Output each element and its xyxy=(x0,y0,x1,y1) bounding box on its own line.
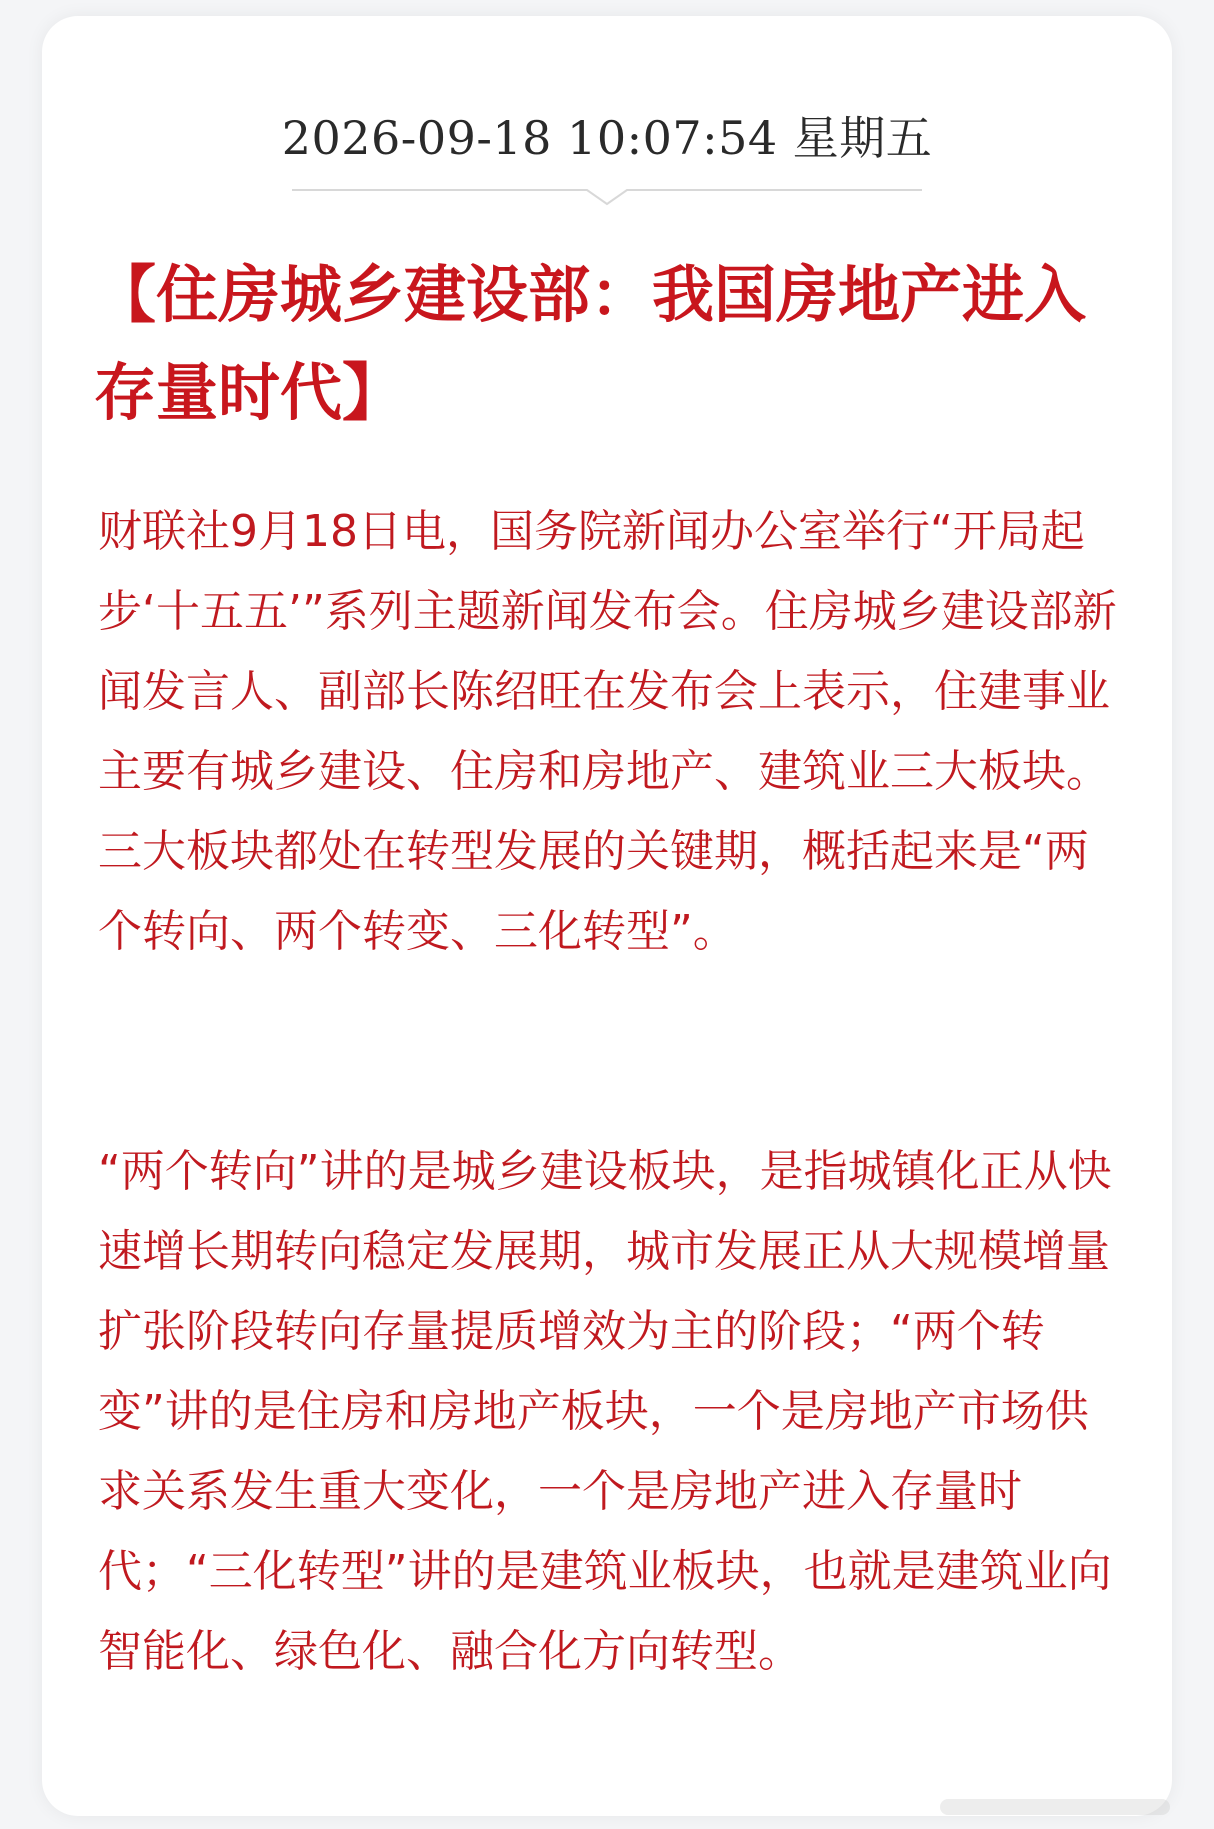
article-card xyxy=(42,16,1172,1816)
article-body xyxy=(98,492,1128,1692)
timestamp: 2026-09-18 10:07:54 星期五 xyxy=(281,111,933,165)
paragraph-1: 财联社9月18日电，国务院新闻办公室举行“开局起步‘十五五’”系列主题新闻发布会。住房城乡建设部新闻发言人、副部长陈绍旺在发布会上表示，住建事业主要有城乡建设、住房和房地产、建筑业三大板块。三大板块都处在转型发展的关键期，概括起来是“两个转向、两个转变、三化转型”。 xyxy=(98,506,1117,957)
watermark-logo-icon xyxy=(940,1795,1170,1819)
paragraph-2: “两个转向”讲的是城乡建设板块，是指城镇化正从快速增长期转向稳定发展期，城市发展正从大规模增量扩张阶段转向存量提质增效为主的阶段；“两个转变”讲的是住房和房地产板块，一个是房地产市场供求关系发生重大变化，一个是房地产进入存量时代；“三化转型”讲的是建筑业板块，也就是建筑业向智能化、绿色化、融合化方向转型。 xyxy=(98,1146,1112,1677)
headline: 【住房城乡建设部：我国房地产进入存量时代】 xyxy=(94,258,1087,429)
timestamp-divider xyxy=(292,184,922,210)
